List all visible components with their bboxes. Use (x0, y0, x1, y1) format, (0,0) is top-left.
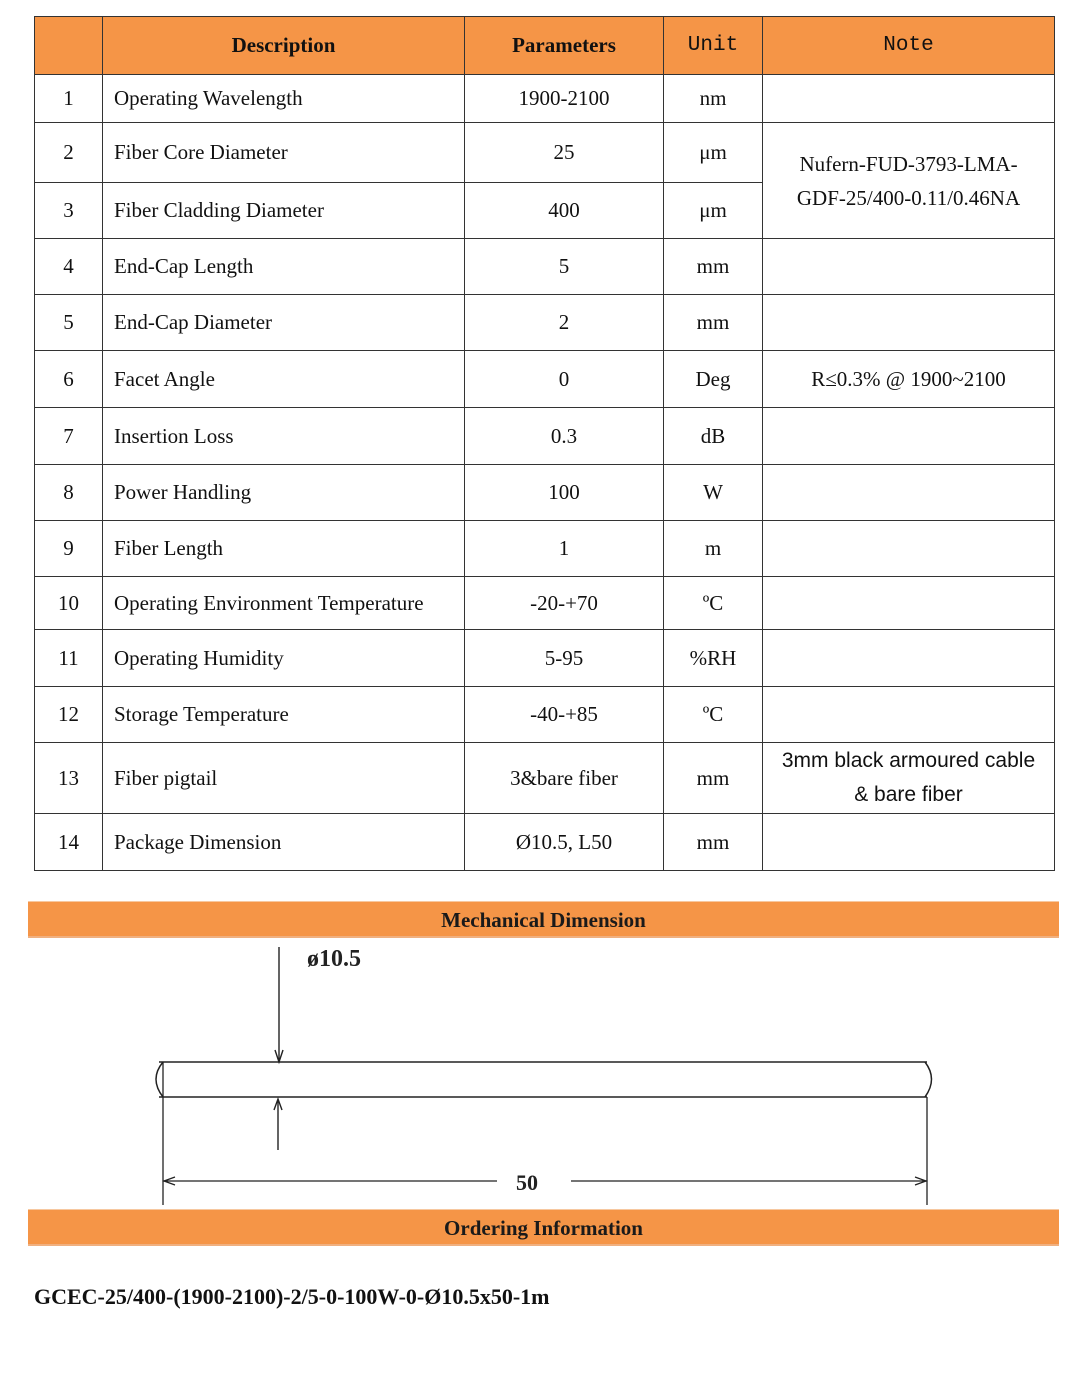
row-parameters: -20-+70 (465, 577, 664, 630)
row-description: Fiber pigtail (103, 743, 465, 814)
diameter-label: ø10.5 (307, 946, 361, 972)
header-unit: Unit (664, 17, 763, 75)
row-parameters: 0 (465, 351, 664, 408)
row-unit: %RH (664, 630, 763, 687)
row-description: Operating Wavelength (103, 75, 465, 123)
pigtail-note-line2: & bare fiber (854, 783, 963, 806)
pigtail-note-line1: 3mm black armoured cable (781, 749, 1036, 772)
row-parameters: 3&bare fiber (465, 743, 664, 814)
rod-left-cap (156, 1062, 163, 1097)
row-unit: dB (664, 408, 763, 465)
row-num: 8 (35, 465, 103, 521)
row-parameters: 1900-2100 (465, 75, 664, 123)
row-parameters: Ø10.5, L50 (465, 814, 664, 871)
length-label: 50 (516, 1170, 538, 1195)
row-description: Power Handling (103, 465, 465, 521)
row-num: 3 (35, 183, 103, 239)
fiber-note-line2: GDF-25/400-0.11/0.46NA (796, 185, 1021, 210)
header-description: Description (103, 17, 465, 75)
row-num: 14 (35, 814, 103, 871)
mechanical-dimension-banner: Mechanical Dimension (28, 901, 1059, 938)
row-unit: ºC (664, 687, 763, 743)
ordering-code: GCEC-25/400-(1900-2100)-2/5-0-100W-0-Ø10.5x50-1m (34, 1284, 550, 1309)
row-unit: μm (664, 123, 763, 183)
row-parameters: 100 (465, 465, 664, 521)
row-num: 10 (35, 577, 103, 630)
row-parameters: 400 (465, 183, 664, 239)
row-num: 4 (35, 239, 103, 295)
rod-right-cap (925, 1062, 932, 1097)
row-num: 2 (35, 123, 103, 183)
row-unit: μm (664, 183, 763, 239)
row-description: Storage Temperature (103, 687, 465, 743)
row-parameters: 0.3 (465, 408, 664, 465)
row-unit: nm (664, 75, 763, 123)
row-num: 13 (35, 743, 103, 814)
row-unit: m (664, 521, 763, 577)
row-unit: mm (664, 239, 763, 295)
row-description: Package Dimension (103, 814, 465, 871)
row-unit: ºC (664, 577, 763, 630)
row-description: Operating Humidity (103, 630, 465, 687)
row-unit: Deg (664, 351, 763, 408)
row-num: 9 (35, 521, 103, 577)
row-description: Fiber Length (103, 521, 465, 577)
row-parameters: -40-+85 (465, 687, 664, 743)
row-description: Fiber Core Diameter (103, 123, 465, 183)
row-parameters: 2 (465, 295, 664, 351)
row-unit: W (664, 465, 763, 521)
row-description: Fiber Cladding Diameter (103, 183, 465, 239)
row-num: 7 (35, 408, 103, 465)
row-num: 6 (35, 351, 103, 408)
row-num: 5 (35, 295, 103, 351)
row-unit: mm (664, 743, 763, 814)
row-num: 1 (35, 75, 103, 123)
ordering-information-banner: Ordering Information (28, 1209, 1059, 1246)
row-parameters: 25 (465, 123, 664, 183)
row-parameters: 5 (465, 239, 664, 295)
row-description: Facet Angle (103, 351, 465, 408)
row-description: Insertion Loss (103, 408, 465, 465)
header-parameters: Parameters (465, 17, 664, 75)
row-description: End-Cap Diameter (103, 295, 465, 351)
row-unit: mm (664, 814, 763, 871)
row-unit: mm (664, 295, 763, 351)
row-num: 11 (35, 630, 103, 687)
row-description: End-Cap Length (103, 239, 465, 295)
header-note: Note (763, 17, 1055, 75)
facet-note: R≤0.3% @ 1900~2100 (763, 351, 1055, 408)
row-parameters: 1 (465, 521, 664, 577)
row-parameters: 5-95 (465, 630, 664, 687)
row-description: Operating Environment Temperature (103, 577, 465, 630)
row-num: 12 (35, 687, 103, 743)
fiber-note-line1: Nufern-FUD-3793-LMA- (799, 151, 1018, 176)
